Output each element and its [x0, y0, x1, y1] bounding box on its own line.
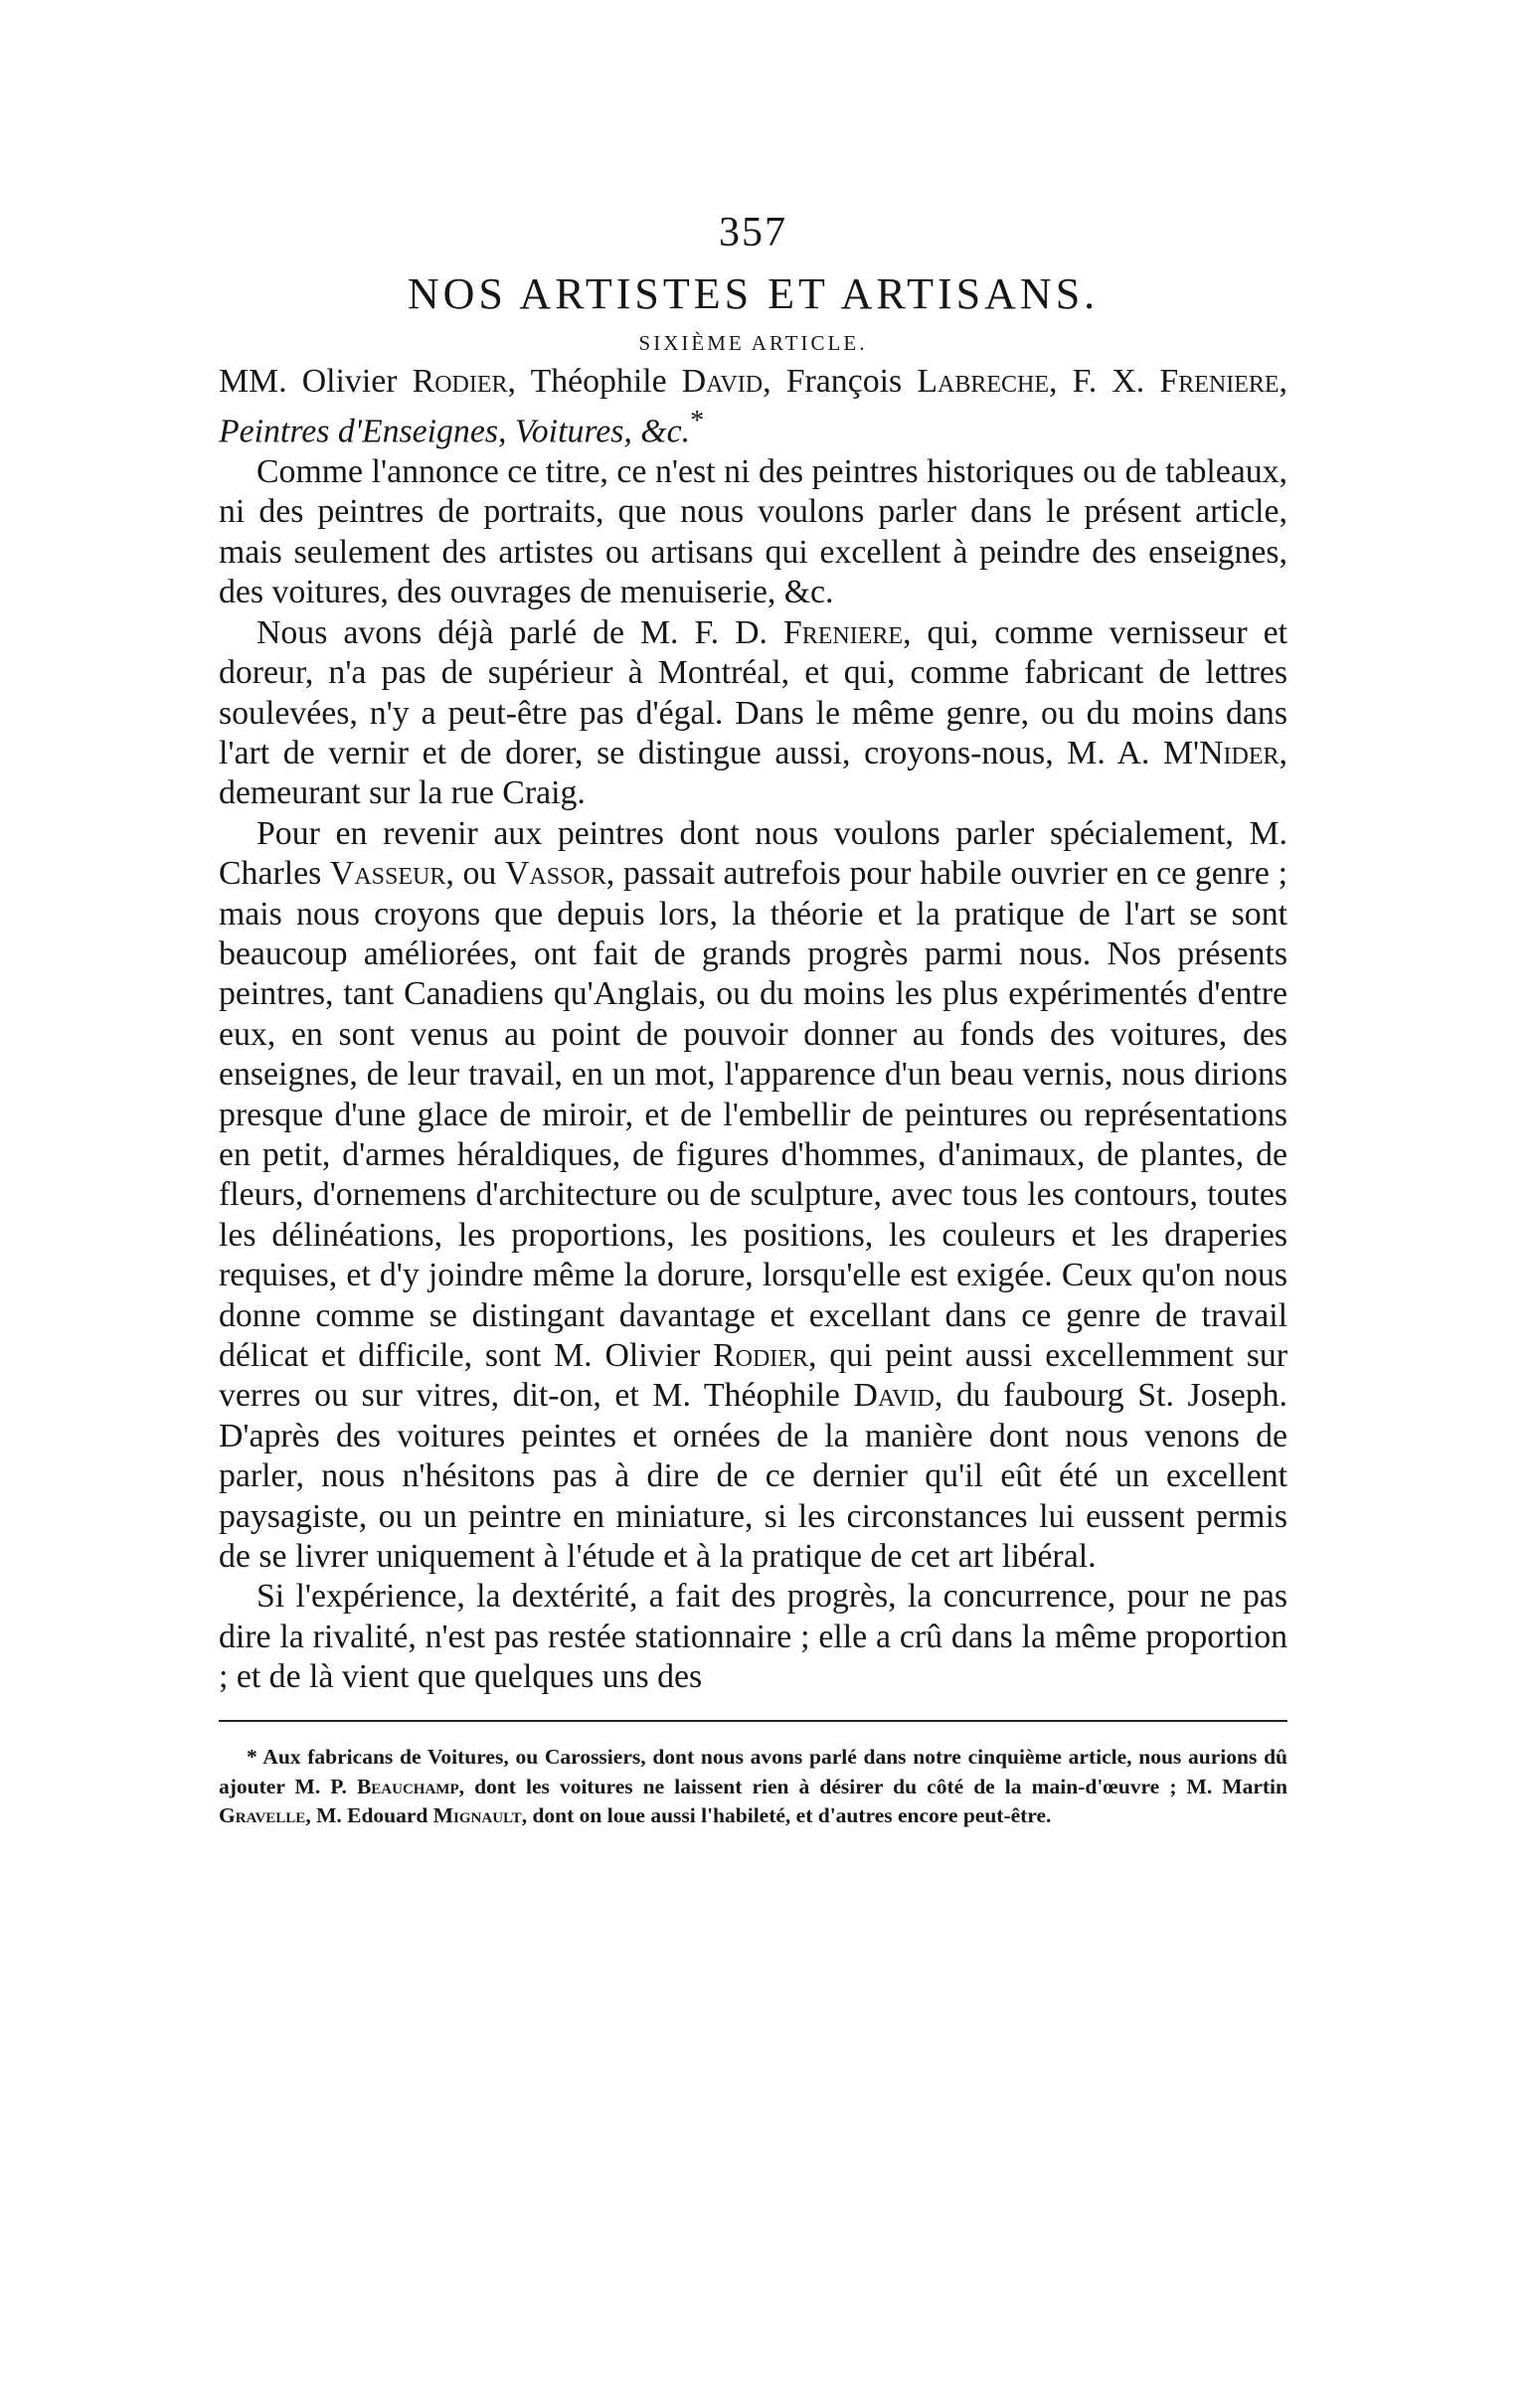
person-name: Vasseur [329, 855, 446, 893]
person-name: Rodier [713, 1337, 808, 1375]
byline [219, 362, 1287, 452]
paragraph-text: , ou [445, 855, 505, 893]
page [219, 209, 1287, 1852]
byline-text: MM. Olivier [219, 363, 413, 400]
byline-subject: Peintres d'Enseignes, Voitures, &c. [219, 413, 691, 450]
byline-text: , [1279, 363, 1287, 400]
paragraph-text: Nous avons déjà parlé de M. F. D. [257, 613, 783, 651]
byline-name: David [681, 363, 764, 400]
paragraph-text: , qui peint aussi excellemment sur verres ou sur vitres, dit-on, et M. Théophile [219, 1337, 1287, 1415]
footnote-text: * Aux fabricans de Voitures, ou Carossiers, dont nous avons parlé dans notre cinquième article, nous aurions dû ajouter M. P. [219, 1745, 1287, 1798]
byline-name: Labreche [917, 363, 1049, 400]
paragraph-text: , qui, comme vernisseur et doreur, n'a pas de supérieur à Montréal, et qui, comme fabricant de lettres soulevées, n'y a peut-être pas d'égal. Dans le même genre, ou du moins dans l'art de vernir et de dorer, se distingue aussi, croyons-nous, M. A. M' [219, 613, 1287, 771]
footnote [219, 1743, 1287, 1831]
person-name: Vassor [504, 855, 606, 893]
article-subtitle: SIXIÈME ARTICLE. [638, 331, 868, 355]
person-name: Freniere [782, 613, 904, 651]
byline-text: , Théophile [507, 363, 682, 400]
byline-text: , F. X. [1049, 363, 1160, 400]
person-name: Beauchamp [356, 1774, 459, 1798]
footnote-text: , dont on loue aussi l'habileté, et d'autres encore peut-être. [521, 1803, 1052, 1828]
paragraph-text: , passait autrefois pour habile ouvrier en ce genre ; mais nous croyons que depuis lors, la théorie et la pratique de l'art se sont beaucoup améliorées, ont fait de grands progrès parmi nous. Nos présents peintres, tant Canadiens qu'Anglais, ou du moins les plus expérimentés d'entre eux, en sont venus au point de pouvoir donner au fonds des voitures, des enseignes, de leur travail, en un mot, l'apparence d'un beau vernis, nous dirions presque d'une glace de miroir, et de l'embellir de peintures ou représentations en petit, d'armes héraldiques, de figures d'hommes, d'animaux, de plantes, de fleurs, d'ornemens d'architecture ou de sculpture, avec tous les contours, toutes les délinéations, les proportions, les positions, les couleurs et les draperies requises, et d'y joindre même la dorure, lorsqu'elle est exigée. Ceux qu'on nous donne comme se distingant davantage et excellant dans ce genre de travail délicat et difficile, sont M. Olivier [219, 855, 1287, 1375]
footnote-divider [219, 1720, 1287, 1722]
byline-name: Freniere [1159, 363, 1280, 400]
person-name: Nider [1199, 734, 1280, 771]
paragraph-3 [219, 814, 1287, 1578]
page-number: 357 [719, 210, 787, 256]
paragraph-1: Comme l'annonce ce titre, ce n'est ni des peintres historiques ou de tableaux, ni des peintres de portraits, que nous voulons parler dans le présent article, mais seulement des artistes ou artisans qui excellent à peindre des enseignes, des voitures, des ouvrages de menuiserie, &c. [219, 453, 1287, 611]
footnote-marker: * [690, 406, 705, 437]
footnote-text: , dont les voitures ne laissent rien à désirer du côté de la main-d'œuvre ; M. Martin [458, 1774, 1287, 1798]
paragraph-text: , du faubourg St. Joseph. D'après des voitures peintes et ornées de la manière dont nous venons de parler, nous n'hésitons pas à dire de ce dernier qu'il eût été un excellent paysagiste, ou un peintre en miniature, si les circonstances lui eussent permis de se livrer uniquement à l'étude et à la pratique de cet art libéral. [219, 1377, 1287, 1576]
footnote-text: , M. Edouard [305, 1803, 433, 1828]
paragraph-text: , demeurant sur la rue Craig. [219, 734, 1287, 812]
paragraph-2 [219, 613, 1287, 814]
byline-name: Rodier [412, 363, 508, 400]
paragraph-text: Pour en revenir aux peintres dont nous voulons parler spécialement, M. Charles [219, 814, 1287, 893]
paragraph-4: Si l'expérience, la dextérité, a fait des progrès, la concurrence, pour ne pas dire la rivalité, n'est pas restée stationnaire ; elle a crû dans la même proportion ; et de là vient que quelques uns des [219, 1578, 1287, 1696]
article-title: NOS ARTISTES ET ARTISANS. [407, 269, 1100, 318]
person-name: David [853, 1377, 935, 1415]
person-name: Mignault [432, 1803, 522, 1828]
person-name: Gravelle [219, 1803, 306, 1828]
article-body [219, 362, 1287, 1698]
byline-text: , François [763, 363, 918, 400]
